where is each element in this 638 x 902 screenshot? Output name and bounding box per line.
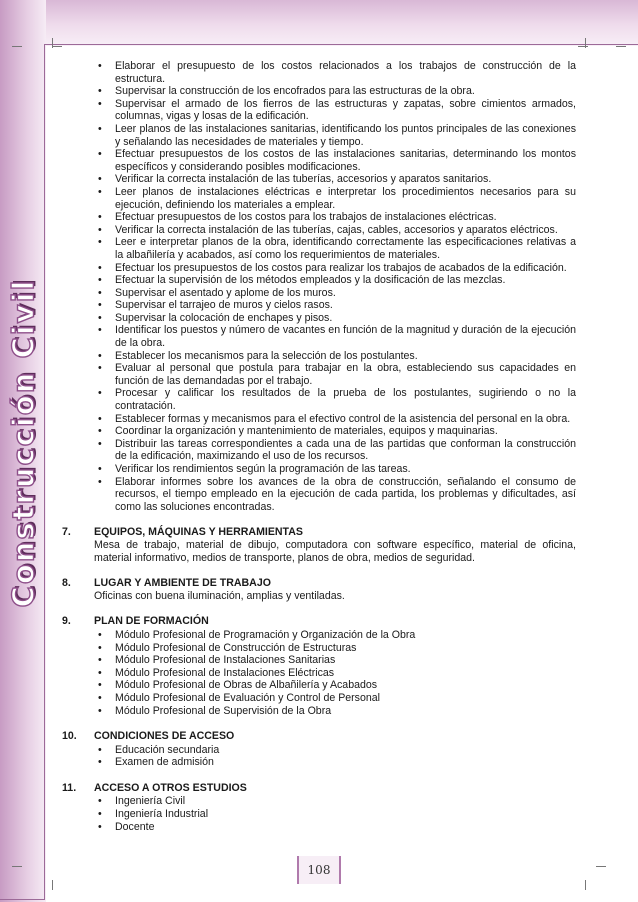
list-item-text: Efectuar la supervisión de los métodos empleados y la dosificación de las mezclas. (115, 274, 506, 287)
list-item-text: Evaluar al personal que postula para trabajar en la obra, estableciendo sus capacidades en función de las demandadas por el trabajo. (115, 362, 576, 387)
list-item-text: Supervisar el asentado y aplome de los muros. (115, 286, 336, 299)
header-band (0, 0, 638, 46)
list-item (94, 705, 576, 718)
list-item (94, 795, 576, 808)
list-item-text: Identificar los puestos y número de vacantes en función de la magnitud y duración de la ejecución de la obra. (115, 324, 576, 350)
list-item-text: Educación secundaria (115, 743, 220, 756)
list-item-text: Verificar los rendimientos según la programación de las tareas. (115, 463, 411, 475)
list-item-text: Módulo Profesional de Evaluación y Control de Personal (115, 691, 380, 704)
section-number: 7. (62, 526, 71, 539)
bullet-icon: • (98, 173, 102, 186)
list-item-text: Leer planos de instalaciones eléctricas e interpretar los procedimientos necesarios para su ejecución, definiendo los materiales a emplear. (115, 185, 576, 211)
bullet-icon: • (98, 362, 102, 375)
list-item (94, 642, 576, 655)
functions-list (62, 60, 576, 513)
section-title: CONDICIONES DE ACCESO (94, 730, 235, 743)
list-item (94, 299, 576, 312)
bullet-icon: • (98, 387, 102, 400)
list-item (94, 186, 576, 211)
list-item-text: Coordinar la organización y mantenimiento de materiales, equipos y maquinarias. (115, 425, 498, 438)
list-item-text: Módulo Profesional de Obras de Albañilería y Acabados (115, 679, 378, 692)
bullet-icon: • (98, 60, 102, 72)
bullet-icon: • (98, 795, 102, 808)
list-item-text: Módulo Profesional de Programación y Organización de la Obra (115, 628, 416, 641)
list-item (94, 756, 576, 769)
bullet-icon: • (98, 122, 102, 135)
list-item-text: Efectuar los presupuestos de los costos para realizar los trabajos de acabados de la edificación. (115, 261, 567, 274)
crop-mark (52, 880, 53, 890)
bullet-icon: • (98, 85, 102, 98)
section-9 (62, 615, 576, 717)
list-item (94, 123, 576, 148)
further-studies-list (62, 795, 576, 833)
crop-mark (52, 46, 62, 47)
list-item-text: Docente (115, 820, 155, 833)
list-item (94, 60, 576, 85)
access-conditions-list (62, 744, 576, 769)
bullet-icon: • (98, 223, 102, 236)
bullet-icon: • (98, 412, 102, 425)
list-item (94, 262, 576, 275)
list-item-text: Efectuar presupuestos de los costos de las instalaciones sanitarias, determinando los montos específicos y considerando posibles modificaciones. (115, 148, 576, 173)
bullet-icon: • (98, 654, 102, 667)
bullet-icon: • (98, 324, 102, 337)
list-item-text: Supervisar el tarrajeo de muros y cielos rasos. (115, 299, 333, 312)
bullet-icon: • (98, 679, 102, 692)
crop-mark (585, 880, 586, 890)
list-item-text: Módulo Profesional de Instalaciones Sanitarias (115, 654, 336, 667)
list-item (94, 387, 576, 412)
section-number: 11. (62, 781, 77, 794)
section-8 (62, 577, 576, 602)
list-item-text: Ingeniería Industrial (115, 808, 209, 821)
bullet-icon: • (98, 211, 102, 224)
bullet-icon: • (98, 820, 102, 833)
bullet-icon: • (98, 704, 102, 717)
list-item (94, 821, 576, 834)
list-item (94, 692, 576, 705)
list-item-text: Establecer formas y mecanismos para el efectivo control de la asistencia del personal en la obra. (115, 412, 571, 425)
list-item (94, 413, 576, 426)
bullet-icon: • (98, 808, 102, 821)
list-item-text: Supervisar el armado de los fierros de las estructuras y zapatas, sobre cimientos armados, columnas, vigas y losas de la edificación. (115, 97, 576, 123)
list-item (94, 425, 576, 438)
list-item-text: Ingeniería Civil (115, 795, 186, 808)
list-item-text: Supervisar la colocación de enchapes y pisos. (115, 311, 333, 324)
top-frame-line (44, 44, 638, 45)
bullet-icon: • (98, 425, 102, 438)
bullet-icon: • (98, 463, 102, 475)
list-item-text: Leer e interpretar planos de la obra, identificando correctamente las especificaciones relativas a la albañilería y acabados, así como los requerimientos de materiales. (115, 236, 576, 261)
list-item (94, 350, 576, 363)
bullet-icon: • (98, 475, 102, 488)
list-item-text: Supervisar la construcción de los encofrados para las estructuras de la obra. (115, 85, 475, 98)
section-11 (62, 782, 576, 833)
section-10 (62, 730, 576, 769)
vertical-title-text: Construcción Civil (6, 278, 41, 608)
section-body: Oficinas con buena iluminación, amplias y ventiladas. (94, 589, 345, 602)
bullet-icon: • (98, 185, 102, 198)
list-item (94, 362, 576, 387)
section-title: PLAN DE FORMACIÓN (94, 615, 209, 628)
document-body (62, 60, 576, 833)
page-number: 108 (297, 856, 341, 884)
list-item (94, 211, 576, 224)
section-7 (62, 526, 576, 564)
section-number: 10. (62, 730, 77, 743)
bullet-icon: • (98, 743, 102, 756)
bullet-icon: • (98, 299, 102, 312)
bullet-icon: • (98, 148, 102, 161)
list-item (94, 679, 576, 692)
list-item (94, 85, 576, 98)
bullet-icon: • (98, 97, 102, 110)
crop-mark (12, 46, 22, 47)
bullet-icon: • (98, 261, 102, 274)
list-item (94, 312, 576, 325)
list-item (94, 476, 576, 514)
list-item-text: Procesar y calificar los resultados de la prueba de los postulantes, sugiriendo o no la contratación. (115, 387, 576, 413)
section-number: 9. (62, 615, 71, 628)
bullet-icon: • (98, 349, 102, 362)
section-title: LUGAR Y AMBIENTE DE TRABAJO (94, 577, 271, 590)
list-item (94, 629, 576, 642)
list-item-text: Módulo Profesional de Instalaciones Eléctricas (115, 666, 335, 679)
section-title: EQUIPOS, MÁQUINAS Y HERRAMIENTAS (94, 526, 303, 539)
list-item-text: Elaborar informes sobre los avances de la obra de construcción, señalando el consumo de recursos, el tiempo empleado en la ejecución de cada partida, los problemas y dificultades, así como las soluciones encontradas. (115, 475, 576, 513)
bullet-icon: • (98, 756, 102, 769)
list-item (94, 463, 576, 476)
bullet-icon: • (98, 437, 102, 450)
list-item (94, 667, 576, 680)
list-item-text: Examen de admisión (115, 756, 214, 769)
list-item (94, 654, 576, 667)
list-item-text: Elaborar el presupuesto de los costos relacionados a los trabajos de construcción de la estructura. (115, 60, 576, 85)
list-item-text: Módulo Profesional de Supervisión de la Obra (115, 704, 332, 717)
list-item-text: Leer planos de las instalaciones sanitarias, identificando los puntos principales de las conexiones y señalando las necesidades de materiales y tiempo. (115, 122, 576, 148)
list-item (94, 808, 576, 821)
crop-mark (616, 46, 626, 47)
section-number: 8. (62, 577, 71, 590)
list-item (94, 148, 576, 173)
list-item (94, 98, 576, 123)
list-item (94, 438, 576, 463)
list-item (94, 173, 576, 186)
crop-mark (578, 46, 588, 47)
list-item (94, 236, 576, 261)
list-item-text: Efectuar presupuestos de los costos para los trabajos de instalaciones eléctricas. (115, 211, 497, 224)
list-item-text: Verificar la correcta instalación de las tuberías, cajas, cables, accesorios y aparatos eléctricos. (115, 223, 558, 236)
vertical-title (5, 268, 41, 618)
section-title: ACCESO A OTROS ESTUDIOS (94, 781, 247, 794)
bullet-icon: • (98, 666, 102, 679)
section-body: Mesa de trabajo, material de dibujo, computadora con software específico, material de oficina, material informativo, medios de transporte, planos de obra, medios de seguridad. (94, 538, 576, 564)
list-item (94, 224, 576, 237)
bullet-icon: • (98, 641, 102, 654)
list-item-text: Distribuir las tareas correspondientes a cada una de las partidas que conforman la construcción de la edificación, maximizando el uso de los recursos. (115, 437, 576, 463)
bullet-icon: • (98, 236, 102, 249)
bullet-icon: • (98, 286, 102, 299)
list-item (94, 324, 576, 349)
list-item (94, 744, 576, 757)
list-item-text: Verificar la correcta instalación de las tuberías, accesorios y aparatos sanitarios. (115, 173, 492, 186)
training-modules-list (62, 629, 576, 717)
bullet-icon: • (98, 691, 102, 704)
crop-mark (12, 866, 22, 867)
list-item (94, 287, 576, 300)
list-item-text: Establecer los mecanismos para la selección de los postulantes. (115, 349, 418, 362)
list-item (94, 274, 576, 287)
bullet-icon: • (98, 311, 102, 324)
crop-mark (596, 866, 606, 867)
bullet-icon: • (98, 628, 102, 641)
list-item-text: Módulo Profesional de Construcción de Estructuras (115, 641, 357, 654)
bullet-icon: • (98, 274, 102, 287)
